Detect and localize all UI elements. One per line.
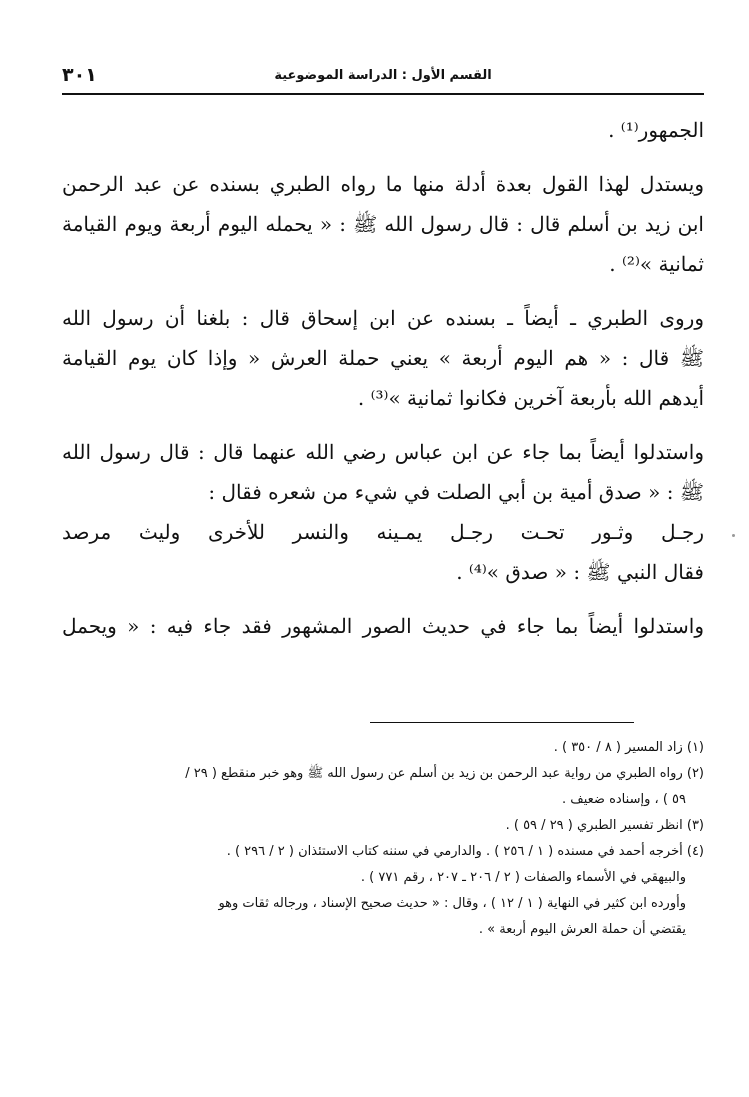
footnote-line: وأورده ابن كثير في النهاية ( ١ / ١٢ ) ، وقال : « حديث صحيح الإسناد ، ورجاله ثقات وهو	[218, 896, 686, 911]
text-line: أيدهم الله بأربعة آخرين فكانوا ثمانية »⁽³⁾ .	[357, 386, 704, 410]
footnote-separator	[370, 722, 634, 723]
footnote-line: (١) زاد المسير ( ٨ / ٣٥٠ ) .	[553, 740, 704, 755]
page-number: ٣٠١	[62, 64, 97, 86]
text-line: ابن زيد بن أسلم قال : قال رسول الله ﷺ : « يحمله اليوم أربعة ويوم القيامة	[62, 212, 704, 236]
main-text	[62, 110, 704, 646]
running-title: القسم الأول : الدراسة الموضوعية	[274, 68, 492, 83]
scan-speck	[732, 534, 735, 537]
text-line: ثمانية »⁽²⁾ .	[609, 252, 704, 276]
page-header	[62, 64, 704, 92]
text-line: الجمهور⁽¹⁾ .	[608, 118, 704, 142]
footnote-line: (٢) رواه الطبري من رواية عبد الرحمن بن زيد بن أسلم عن رسول الله ﷺ وهو خبر منقطع ( ٢٩ /	[185, 766, 704, 781]
footnote-line: يقتضي أن حملة العرش اليوم أربعة » .	[478, 922, 686, 937]
footnote-line: (٣) انظر تفسير الطبري ( ٢٩ / ٥٩ ) .	[505, 818, 704, 833]
text-line: ﷺ قال : « هم اليوم أربعة » يعني حملة العرش « وإذا كان يوم القيامة	[62, 346, 704, 370]
text-line: واستدلوا أيضاً بما جاء عن ابن عباس رضي الله عنهما قال : قال رسول الله	[62, 440, 704, 464]
footnotes	[62, 735, 704, 943]
text-line: وروى الطبري ـ أيضاً ـ بسنده عن ابن إسحاق قال : بلغنا أن رسول الله	[62, 306, 704, 330]
footnote-line: ٥٩ ) ، وإسناده ضعيف .	[562, 792, 686, 807]
footnote-line: (٤) أخرجه أحمد في مسنده ( ١ / ٢٥٦ ) . والدارمي في سننه كتاب الاستئذان ( ٢ / ٢٩٦ ) .	[226, 844, 704, 859]
footnote-line: والبيهقي في الأسماء والصفات ( ٢ / ٢٠٦ ـ ٢٠٧ ، رقم ٧٧١ ) .	[360, 870, 686, 885]
text-line: فقال النبي ﷺ : « صدق »⁽⁴⁾ .	[456, 560, 704, 584]
text-line: ويستدل لهذا القول بعدة أدلة منها ما رواه الطبري بسنده عن عبد الرحمن	[62, 172, 704, 196]
text-line: واستدلوا أيضاً بما جاء في حديث الصور المشهور فقد جاء فيه : « ويحمل	[62, 614, 704, 638]
text-line: ﷺ : « صدق أمية بن أبي الصلت في شيء من شعره فقال :	[208, 480, 704, 504]
header-rule	[62, 93, 704, 95]
poem-verse: رجـل وثـور تحـت رجـل يمـينه والنسر للأخرى وليث مرصد	[62, 520, 704, 544]
